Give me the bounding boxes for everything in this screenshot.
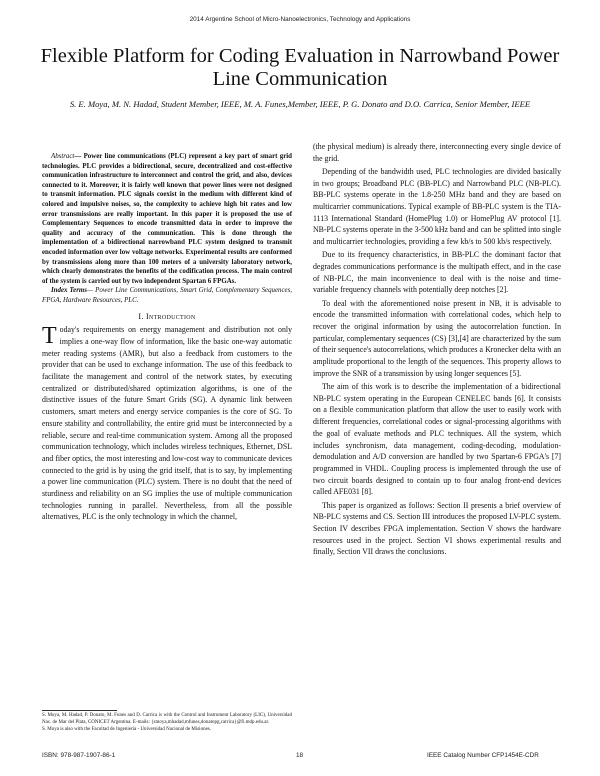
footnote-affiliation: S. Moya is also with the Facultad de Ingeniería - Universidad Nacional de Misiones. (42, 727, 211, 732)
abstract (42, 152, 292, 286)
author-list: S. E. Moya, M. N. Hadad, Student Member, IEEE, M. A. Funes,Member, IEEE, P. G. Donato and D.O. Carrica, Senior Member, IEEE (69, 99, 531, 109)
left-column (42, 152, 292, 523)
footer-isbn: ISBN: 978-987-1907-86-1 (42, 752, 116, 759)
paper-title: Flexible Platform for Coding Evaluation in Narrowband Power Line Communication (40, 45, 560, 90)
intro-text: oday's requirements on energy management and distribution not only implies a one-way flow of information, like the basic one-way automatic meter reading systems (AMR), but also a feedback from customers to the provider that can be used to exchange information. The use of this feedback to facilitate the management and control of the network states, by executing centralized or distributed/shared optimization algorithms, is one of the distinctive issues of the future Smart Grids (SG). A dynamic link between customers, smart meters and energy service companies is the core of SG. To ensure stability and controllability, the entire grid must be interconnected by a reliable, secure and real-time communication system. Among all the proposed communication technology, which includes wireless techniques, Ethernet, DSL and fiber optics, the most interesting and low-cost way to communicate devices connected to the grid is by using the grid itself, that is to say, by implementing a power line communication (PLC) system. There is no doubt that the need of sturdiness and reliability on an SG implies the use of multiple communication technologies running in parallel. Nevertheless, from all the possible alternatives, PLC is the only technology in which the channel, (42, 325, 292, 522)
abstract-text: — Power line communications (PLC) represent a key part of smart grid technologies. PLC provides a bidirectional, secure, decentralized and cost-effective communication infrastructure to interconnect and control the grid, and also, devices connected to it. Moreover, it is fairly well known that power lines were not designed to transmit information. PLC signals coexist in the medium with different kind of colored and impulsive noises, so, the complexity to achieve high bit rates and low error transmissions are really important. In this paper it is proposed the use of Complementary Sequences to encode transmitted data in order to improve the quality and accuracy of the communication. This is done through the implementation of a bidirectional narrowband PLC system designed to transmit encoded information over low voltage networks. Experimental results are conformed by transmissions along more than 100 meters of a university laboratory network, which clearly demonstrates the benefits of the codification process. The main control of the system is carried out by two independent Spartan 6 FPGAs. (42, 153, 292, 285)
section-heading-introduction: I. Introduction (138, 311, 196, 321)
footnote-affiliation: S. Moya, M. Hadad, P. Donato, M. Funes and D. Carrica is with the Control and Instrument Laboratory (LIC), Universidad Nac. de Mar del Plata, CONICET Argentina. E-mails: {smoya,mhadad,mfunes,donatopg,carrica}@fi.mdp.edu.ar. (42, 713, 292, 725)
index-terms-label: Index Terms (51, 287, 87, 295)
right-column (313, 141, 561, 560)
footer-page-number: 18 (296, 752, 304, 759)
body-paragraph: (the physical medium) is already there, interconnecting every single device of the grid. (313, 142, 561, 163)
footnote-divider (42, 710, 117, 711)
index-terms-text: — Power Line Communications, Smart Grid, Complementary Sequences, FPGA, Hardware Resources, PLC. (42, 287, 292, 304)
abstract-label: Abstract (51, 153, 75, 160)
body-paragraph: Depending of the bandwidth used, PLC technologies are divided basically in two groups; Broadband PLC (BB-PLC) and Narrowband PLC (NB-PLC). BB-PLC systems operate in the 1.8-250 MHz band and they are based on multicarrier communications. Typical example of BB-PLC system is the TIA-1113 International Standard (HomePlug 1.0) or HomePlug AV protocol [1]. NB-PLC systems operate in the 3-500 kHz band and can be splitted into single and multicarrier technologies, providing a few kb/s to 500 kb/s respectively. (313, 166, 561, 247)
body-paragraph: This paper is organized as follows: Section II presents a brief overview of NB-PLC systems and CS. Section III introduces the proposed LV-PLC system. Section IV describes FPGA implementation. Section V shows the hardware resources used in the project. Section VI shows experimental results and finally, Section VII draws the conclusions. (313, 500, 561, 557)
index-terms (42, 286, 292, 305)
running-head: 2014 Argentine School of Micro-Nanoelectronics, Technology and Applications (189, 16, 411, 23)
body-paragraph: Due to its frequency characteristics, in BB-PLC the dominant factor that degrades communications performance is the multipath effect, and in the case of NB-PLC, the main inconvenience to deal with is the noise and time-variable frequency channels with potentially deep notches [2]. (313, 250, 561, 295)
body-paragraph: To deal with the aforementioned noise present in NB, it is advisable to encode the transmitted information with correlational codes, which help to recover the original information by using the autocorrelation function. In particular, complementary sequences (CS) [3],[4] are characterized by the sum of their sequence's autocorrelations, which produces a Kronecker delta with an amplitude proportional to the length of the sequences. This property allows to improve the SNR of a transmission by using longer sequences [5]. (313, 298, 561, 378)
intro-paragraph (42, 324, 292, 523)
footnotes (42, 712, 292, 733)
drop-cap: T (42, 323, 57, 350)
body-paragraph: The aim of this work is to describe the implementation of a bidirectional NB-PLC system operating in the European CENELEC bands [6]. It consists on a flexible communication platform that allow the user to easily work with different frequencies, correlational codes or signal-processing algorithms with the goal of evaluate methods and PLC techniques. All the system, which includes synchronism, data management, coding-decoding, modulation-demodulation and A/D conversion are handled by two Spartan-6 FPGA's [7] programmed in VHDL. Coupling process is implemented through the use of two circuit boards designed to contain up to four analog front-end devices called AFE031 [8]. (313, 382, 561, 497)
footer-catalog-number: IEEE Catalog Number CFP1454E-CDR (427, 752, 539, 759)
